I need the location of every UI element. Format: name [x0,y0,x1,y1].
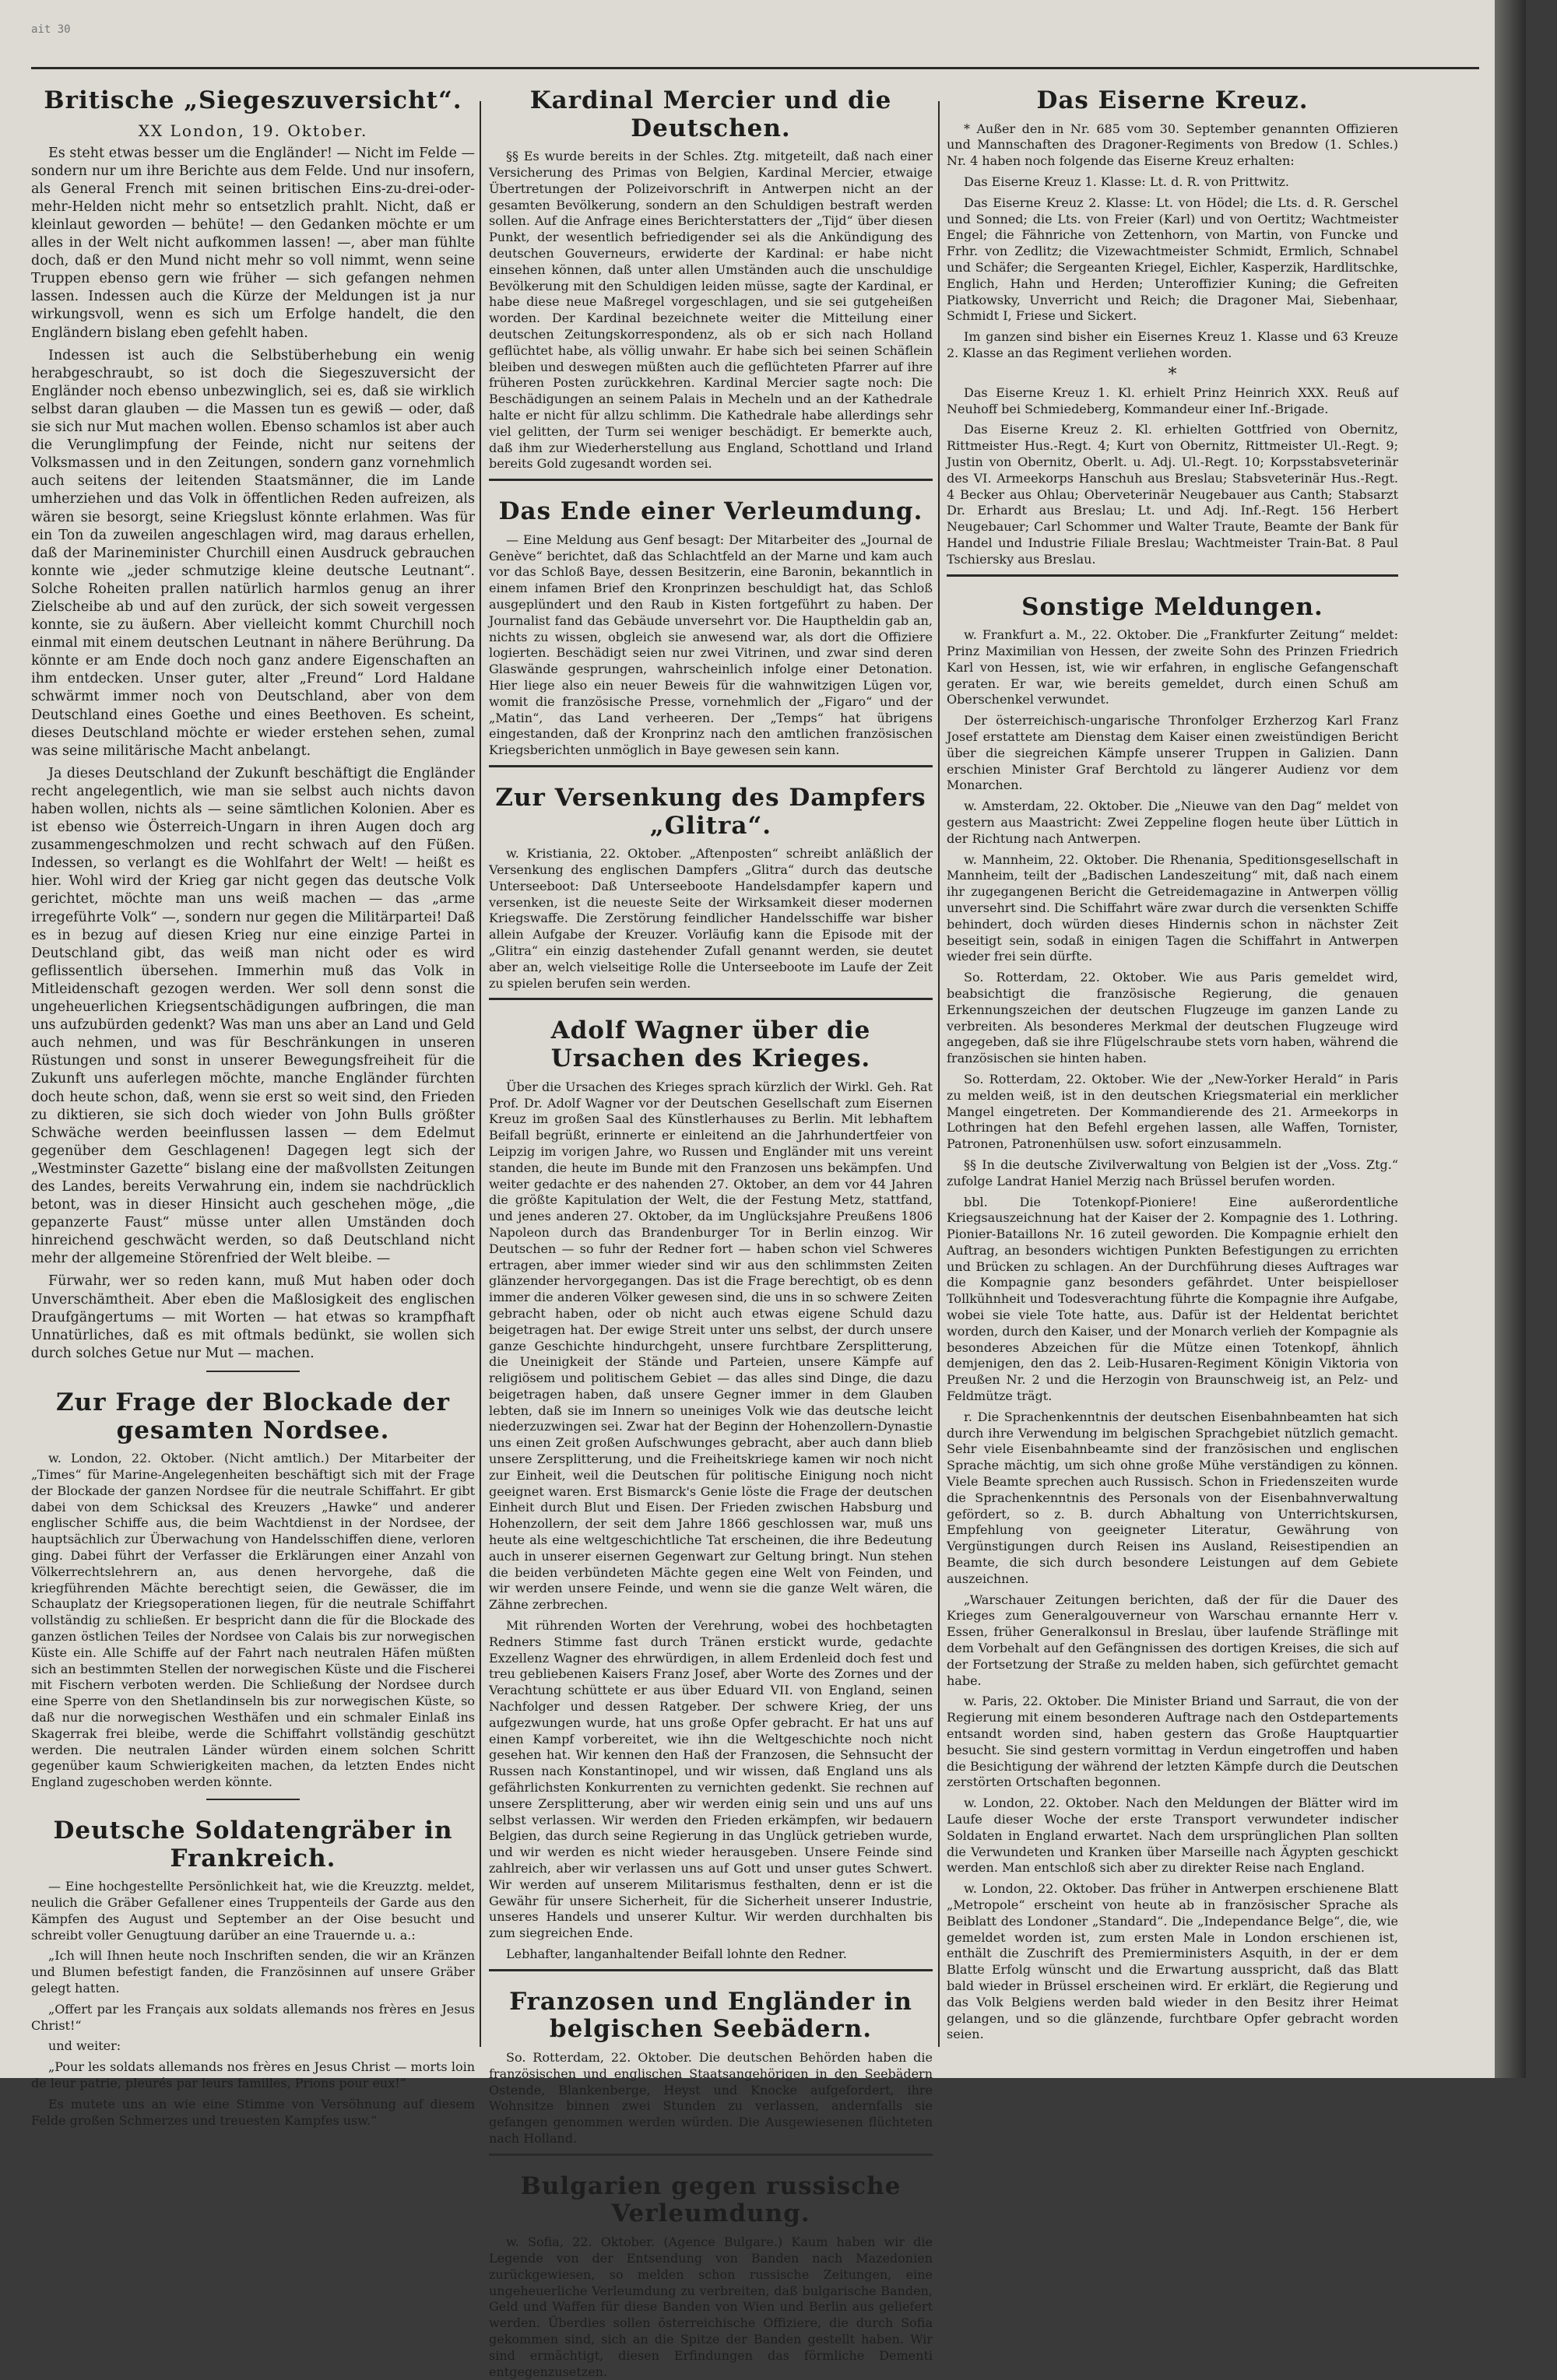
article-headline: Deutsche Soldatengräber in Frankreich. [53,1816,453,1873]
paragraph: Lebhafter, langanhaltender Beifall lohnte den Redner. [506,1946,847,1961]
paragraph: und weiter: [48,2038,121,2054]
section-star: * [1168,364,1177,384]
paragraph: Über die Ursachen des Krieges sprach kürzlich der Wirkl. Geh. Rat Prof. Dr. Adolf Wagner vor der Deutschen Gesellschaft zum Eisernen Kreuz im großen Saal des Künstlerhauses zu Berlin. Mit lebhaftem Beifall begrüßt, erinnerte er einleitend an die Jahrhundertfeier von Leipzig im vorigen Jahre, wo Russen und Engländer mit uns vereint standen, die heute im Bunde mit den Franzosen uns bekämpfen. Und weiter gedachte er des nahenden 27. Oktober, an dem vor 44 Jahren die größte Kapitulation der Welt, die der Festung Metz, stattfand, und jenes anderen 27. Oktober, da im Unglücksjahre Preußens 1806 Napoleon durch das Brandenburger Tor in Berlin einzog. Wir Deutschen — so fuhr der Redner fort — haben schon viel Schweres ertragen, aber immer wieder sind wir aus den schlimmsten Zeiten glänzender hervorgegangen. Das ist die Frage berechtigt, ob es denn immer die anderen Völker gewesen sind, die uns in so schwere Zeiten gebracht haben, oder ob nicht auch etwas eigene Schuld dazu beigetragen hat. Der ewige Streit unter uns selbst, der durch unsere ganze Geschichte hindurchgeht, unsere furchtbare Zersplitterung, die Uneinigkeit der Stände und Parteien, unsere Kämpfe auf religiösem und politischem Gebiet — das alles sind Dinge, die dazu beigetragen haben, daß unsere Gegner immer in dem Glauben lebten, daß sie im Innern so uneiniges Volk wie das deutsche leicht niederzuzwingen sei. Zwar hat der Beginn der Hohenzollern-Dynastie uns einen Zeit großen Aufschwunges gebracht, aber auch dann blieb unsere Zersplitterung, und die Freiheitskriege kamen wir noch nicht zur Einheit, weil die Deutschen für politische Einigung noch nicht geeignet waren. Erst Bismarck's Genie löste die Frage der deutschen Einheit durch Blut und Eisen. Der Frieden zwischen Habsburg und Hohenzollern, der seit dem Jahre 1866 geschlossen war, muß uns heute als eine weltgeschichtliche Tat erscheinen, die ihre Bedeutung auch in unserer eisernen Gegenwart zur Geltung bringt. Nun stehen die beiden verbündeten Mächte gegen eine Welt von Feinden, und wir werden unsere Feinde, und wenn sie die ganze Welt wären, die Zähne zerbrechen. [489,1079,933,1613]
column-3 [947,70,1398,2047]
paragraph: Mit rührenden Worten der Verehrung, wobei des hochbetagten Redners Stimme fast durch Tränen erstickt wurde, gedachte Exzellenz Wagner des ehrwürdigen, in allem Erdenleid doch fest und treu gebliebenen Kaisers Franz Josef, aber Worte des Zornes und der Verachtung schüttete er aus über Eduard VII. von England, seinen Nachfolger und dessen Ratgeber. Der schwere Krieg, der uns aufgezwungen wurde, hat uns große Opfer gebracht. Er hat uns auf einen Kampf vorbereitet, wie ihn die Weltgeschichte noch nicht gesehen hat. Wir kennen den Haß der Franzosen, die Sehnsucht der Russen nach Konstantinopel, und wir wissen, daß England uns als gefährlichsten Konkurrenten zu vernichten gedenkt. Sie rechnen auf unsere Zersplitterung, aber wir werden einig sein und uns auf uns selbst verlassen. Wir werden den Frieden erkämpfen, wir bedauern Belgien, das durch seine Regierung in das Unglück getrieben wurde, und wir werden es nicht wieder herausgeben. Unsere Feinde sind zahlreich, aber wir verlassen uns auf Gott und unser gutes Schwert. Wir werden auf unserem Militarismus festhalten, denn er ist die Gewähr für unsere Sicherheit, für die Sicherheit unserer Industrie, unseres Handels und unserer Kultur. Wir werden durchhalten bis zum siegreichen Ende. [489,1618,933,1941]
article-headline: Zur Frage der Blockade der gesamten Nordsee. [56,1388,450,1444]
paragraph: w. Sofia, 22. Oktober. (Agence Bulgare.) Kaum haben wir die Legende von der Entsendung von Banden nach Mazedonien zurückgewiesen, so melden schon russische Zeitungen, eine ungeheuerliche Verleumdung zu verbreiten, daß bulgarische Banden, Geld und Waffen für diese Banden von Wien und Berlin aus geliefert werden. Überdies sollen österreichische Offiziere, die durch Sofia gekommen sind, sich an die Spitze der Banden gestellt haben. Wir sind ermächtigt, diesen Erfindungen das förmliche Dementi entgegenzusetzen. [489,2234,933,2379]
article-headline: Adolf Wagner über die Ursachen des Krieges. [550,1016,871,1073]
separator [489,2154,933,2156]
paragraph: w. London, 22. Oktober. Nach den Meldungen der Blätter wird im Laufe dieser Woche der erste Transport verwundeter indischer Soldaten in England erwartet. Nach dem ursprünglichen Plan sollten die Verwundeten und Kranken über Marseille nach Ägypten geschickt werden. Man entschloß sich aber zu direkter Reise nach England. [947,1796,1398,1876]
paragraph: Das Eiserne Kreuz 2. Klasse: Lt. von Hödel; die Lts. d. R. Gerschel und Sonned; die Lts. von Freier (Karl) und von Oertitz; Wachtmeister Engel; die Fähnriche von Zettenhorn, von Martin, von Funcke und Frhr. von Zedlitz; die Vizewachtmeister Schmidt, Ermlich, Schnabel und Schäfer; die Sergeanten Kriegel, Eichler, Kasperzik, Hardlitschke, Englich, Hahn und Herden; Unteroffizier Kuning; die Gefreiten Piatkowsky, Unverricht und Reich; die Dragoner Mai, Siebenhaar, Schmidt I, Friese und Sickert. [947,195,1398,324]
article [947,87,1398,568]
column-rule-2 [938,101,940,2047]
article-headline: Bulgarien gegen russische Verleumdung. [520,2171,902,2228]
paragraph: w. London, 22. Oktober. Das früher in Antwerpen erschienene Blatt „Metropole“ erscheint von heute ab in französischer Sprache als Beiblatt des Londoner „Standard“. Die „Independance Belge“, die, wie gemeldet worden ist, zum ersten Male in London erschienen ist, enthält die Zuschrift des Premierministers Asquith, in der er dem Blatte Erfolg wünscht und die Erwartung ausspricht, daß das Blatt bald wieder in Brüssel erscheinen wird. Er erklärt, die Regierung und das Volk Belgiens werden bald wieder in den Besitz ihrer Heimat gelangen, und so die glänzende, furchtbare Opfer gebracht worden seien. [947,1881,1398,2042]
paragraph: w. Mannheim, 22. Oktober. Die Rhenania, Speditionsgesellschaft in Mannheim, teilt der „Badischen Landeszeitung“ mit, daß nach einem ihr zugegangenen Bericht die Getreidemagazine in Antwerpen völlig unversehrt sind. Die Schiffahrt wäre zwar durch die versenkten Schiffe behindert, doch würden dieses Hindernis schon in nächster Zeit beseitigt sein, sodaß in einigen Tagen die Schiffahrt in Antwerpen wieder frei sein dürfte. [947,851,1398,964]
paragraph: So. Rotterdam, 22. Oktober. Wie der „New-Yorker Herald“ in Paris zu melden weiß, ist in den deutschen Kriegsmaterial ein merklicher Mangel eingetreten. Der Kommandierende des 21. Armeekorps in Lothringen hat den Befehl ergehen lassen, alle Waffen, Tornister, Patronen, Patronenhülsen usw. sofort einzusammeln. [947,1071,1398,1152]
paragraph: bbl. Die Totenkopf-Pioniere! Eine außerordentliche Kriegsauszeichnung hat der Kaiser der 2. Kompagnie des 1. Lothring. Pionier-Bataillons Nr. 16 zuteil geworden. Die Kompagnie erhielt den Auftrag, an besonders wichtigen Punkten Befestigungen zu errichten und Brücken zu schlagen. An der Durchführung dieses Auftrages war die Kompagnie ganz besonders gefährdet. Unter beispielloser Tollkühnheit und Todesverachtung führte die Kompagnie ihre Aufgabe, wobei sie viele Tote hatte, aus. Dafür ist der Heldentat berichtet worden, durch den Kaiser, und der Monarch verlieh der Kompagnie als besonderes Abzeichen für die Mütze einen Totenkopf, ähnlich demjenigen, den das 2. Leib-Husaren-Regiment Königin Viktoria von Preußen Nr. 2 und die Herzogin von Braunschweig ist, an Pelz- und Feldmütze trägt. [947,1194,1398,1404]
paragraph: Das Eiserne Kreuz 1. Kl. erhielt Prinz Heinrich XXX. Reuß auf Neuhoff bei Schmiedeberg, Kommandeur einer Inf.-Brigade. [947,384,1398,416]
article [489,1017,933,1962]
paragraph: Ja dieses Deutschland der Zukunft beschäftigt die Engländer recht angelegentlich, wie man sie selbst auch nichts davon haben wollen, nichts als — seine sämtlichen Kolonien. Aber es ist ebenso wie Österreich-Ungarn in ihren Augen doch arg zusammengeschmolzen und recht schwach auf den Füßen. Indessen, so verlangt es die Wohlfahrt der Welt! — heißt es hier. Wohl wird der Krieg gar nicht gegen das deutsche Volk gerichtet, möchte man uns weiß machen — das „arme irregeführte Volk“ —, sondern nur gegen die Militärpartei! Daß es in bezug auf diesen Krieg nur eine einzige Partei in Deutschland gibt, das weiß man nicht oder es wird geflissentlich übersehen. Immerhin muß das Volk in Mitleidenschaft gezogen werden. Wer soll denn sonst die ungeheuerlichen Kriegsentschädigungen aufbringen, die man uns aufzubürden gedenkt? Was man uns aber an Land und Geld auch nehmen, und was für Beschränkungen in unseren Rüstungen und sonst in unserer Bewegungsfreiheit für die Zukunft uns auferlegen möchte, manche Engländer fürchten doch heute schon, daß, wenn sie erst so weit sind, den Frieden zu diktieren, sie sich doch wieder von John Bulls größter Schwäche werden beeinflussen lassen — dem Edelmut gegenüber dem Geschlagenen! Dagegen legt sich der „Westminster Gazette“ bislang eine der maßvollsten Zeitungen des Landes, bereits Verwahrung ein, indem sie nachdrücklich betont, was in dieser Hinsicht auch geschehen möge, „die gepanzerte Faust“ müsse unter allen Umständen doch hinreichend geschwächt werden, so daß Deutschland nicht mehr der allgemeine Störenfried der Welt bleibe. — [31,765,475,1267]
paragraph: w. Frankfurt a. M., 22. Oktober. Die „Frankfurter Zeitung“ meldet: Prinz Maximilian von Hessen, der zweite Sohn des Prinzen Friedrich Karl von Hessen, ist, wie wir erfahren, in englische Gefangenschaft geraten. Er war, wie bereits gemeldet, durch einen Schuß am Oberschenkel verwundet. [947,627,1398,707]
article [489,87,933,472]
paragraph: w. Amsterdam, 22. Oktober. Die „Nieuwe van den Dag“ meldet von gestern aus Maastricht: Zwei Zeppeline flogen heute über Lüttich in der Richtung nach Antwerpen. [947,799,1398,846]
separator [206,1799,300,1800]
paragraph: r. Die Sprachenkenntnis der deutschen Eisenbahnbeamten hat sich durch ihre Verwendung im belgischen Sprachgebiet nützlich gemacht. Sehr viele Eisenbahnbeamte sind der französischen und englischen Sprache mächtig, um sich ohne große Mühe verständigen zu können. Viele Beamte sprechen auch Russisch. Schon in Friedenszeiten wurde die Sprachenkenntnis des Personals von der Eisenbahnverwaltung gefördert, so z. B. durch Abhaltung von Unterrichtskursen, Empfehlung von geeigneter Literatur, Gewährung von Vergünstigungen durch Reisen ins Ausland, Reisestipendien an Beamte, die sich durch besondere Leistungen auf dem Gebiete auszeichnen. [947,1409,1398,1586]
paragraph: Das Eiserne Kreuz 2. Kl. erhielten Gottfried von Obernitz, Rittmeister Hus.-Regt. 4; Kurt von Obernitz, Rittmeister Ul.-Regt. 9; Justin von Obernitz, Oberlt. u. Adj. Ul.-Regt. 10; Korpsstabsveterinär des VI. Armeekorps Hanschuh aus Breslau; Stabsveterinär Hus.-Regt. 4 Becker aus Ohlau; Oberveterinär Neugebauer aus Canth; Stabsarzt Dr. Erhardt aus Breslau; Lt. und Adj. Inf.-Regt. 156 Herbert Neugebauer; Carl Schommer und Walter Traute, Beamte der Bank für Handel und Industrie Filiale Breslau; Wachtmeister Train-Bat. 8 Paul Tschiersky aus Breslau. [947,422,1398,567]
article-headline: Kardinal Mercier und die Deutschen. [529,86,892,142]
separator [947,574,1398,577]
paragraph: „Offert par les Français aux soldats allemands nos frères en Jesus Christ!“ [31,2001,475,2033]
paragraph: w. London, 22. Oktober. (Nicht amtlich.) Der Mitarbeiter der „Times“ für Marine-Angelegenheiten beschäftigt sich mit der Frage der Blockade der ganzen Nordsee für die neutrale Schiffahrt. Er gibt dabei von dem Schicksal des Kreuzers „Hawke“ und anderer englischer Schiffe aus, die beim Wachtdienst in der Nordsee, der hauptsächlich zur Überwachung von Handelsschiffen diene, verloren ging. Dabei führt der Verfasser die Erklärungen einer Anzahl von Völkerrechtslehrern an, aus denen hervorgehe, daß die kriegführenden Mächte berechtigt seien, die Gewässer, die im Schauplatz der Kriegsoperationen liegen, für die neutrale Schiffahrt vollständig zu schließen. Er bespricht dann die für die Blockade des ganzen östlichen Teiles der Nordsee von Calais bis zur norwegischen Küste ein. Alle Schiffe auf der Fahrt nach neutralen Häfen müßten sich an bestimmten Stellen der norwegischen Küste und die Fischerei mit Fischern verboten werden. Die Schließung der Nordsee durch eine Sperre von den Shetlandinseln bis zur norwegischen Küste, so daß nur die norwegischen Westhäfen und ein schmaler Einlaß ins Skagerrak frei bleibe, werde die Schiffahrt vollständig geschützt werden. Die neutralen Länder würden einem solchen Schritt gegenüber kaum Schwierigkeiten machen, da letzten Endes nicht England zugeschoben werden könnte. [31,1451,475,1790]
paragraph: Im ganzen sind bisher ein Eisernes Kreuz 1. Klasse und 63 Kreuze 2. Klasse an das Regiment verliehen worden. [947,329,1398,360]
paragraph: „Pour les soldats allemands nos frères en Jesus Christ — morts loin de leur patrie, pleurés par leurs familles, Prions pour eux!“ [31,2059,475,2090]
article [489,2173,933,2380]
article-headline: Franzosen und Engländer in belgischen Seebädern. [509,1987,912,2044]
column-2 [489,70,933,2379]
article [31,1389,475,1791]
header-mark: ait 30 [31,23,71,36]
paragraph: So. Rotterdam, 22. Oktober. Wie aus Paris gemeldet wird, beabsichtigt die französische Regierung, die genauen Erkennungszeichen der deutschen Flugzeuge im ganzen Lande zu verbreiten. Als besonderes Merkmal der deutschen Flugzeuge wird angegeben, daß sie ihre Flügelschraube stets vorn haben, während die französischen sie hinten haben. [947,970,1398,1066]
article-headline: Das Eiserne Kreuz. [1036,86,1309,114]
paragraph: „Ich will Ihnen heute noch Inschriften senden, die wir an Kränzen und Blumen befestigt fanden, die Französinnen auf unsere Gräber gelegt hatten. [31,1948,475,1996]
article-headline: Sonstige Meldungen. [1021,592,1323,621]
article [489,498,933,759]
article-headline: Das Ende einer Verleumdung. [498,497,923,526]
paragraph: — Eine Meldung aus Genf besagt: Der Mitarbeiter des „Journal de Genève“ berichtet, daß das Schlachtfeld an der Marne und kam auch vor das Schloß Baye, dessen Besitzerin, eine Baronin, bekanntlich in einem infamen Brief den Kronprinzen beschuldigt hat, das Schloß ausgeplündert und den Raub in Kisten fortgeführt zu haben. Der Journalist fand das Gebäude unversehrt vor. Die Hauptheldin gab an, nichts zu wissen, obgleich sie anwesend war, als dort die Offiziere logierten. Beschädigt seien nur zwei Vitrinen, und zwar sind deren Glaswände gesprungen, wahrscheinlich infolge einer Detonation. Hier liege also ein neuer Beweis für die wahnwitzigen Lügen vor, womit die französische Presse, vornehmlich der „Figaro“ und der „Matin“, das Land verheeren. Der „Temps“ hat übrigens eingestanden, daß der Kronprinz nach den amtlichen französischen Kriegsberichten unmöglich in Baye gewesen sein kann. [489,532,933,758]
separator [489,479,933,481]
paragraph: „Warschauer Zeitungen berichten, daß der für die Dauer des Krieges zum Generalgouverneur von Warschau ernannte Herr v. Essen, früher Generalkonsul in Breslau, über laufende Sträflinge mit dem Vorbehalt auf den Gefängnissen des dortigen Kreises, die sich auf der Fortsetzung der Straße zu melden haben, sich gefürchtet gemacht habe. [947,1592,1398,1688]
paragraph: Es steht etwas besser um die Engländer! — Nicht im Felde — sondern nur um ihre Berichte aus dem Felde. Und nur insofern, als General French mit seinen britischen Eins-zu-drei-oder-mehr-Helden nicht mehr so entsetzlich prahlt. Nicht, daß er kleinlaut geworden — behüte! — den Gedanken möchte er um alles in der Welt nicht aufkommen lassen! —, aber man fühlte doch, daß er den Mund nicht mehr so voll nimmt, wenn seine Truppen ebenso gern wie früher — sich gefangen nehmen lassen. Indessen auch die Kürze der Meldungen ist ja nur wirkungsvoll, wenn es sich um Erfolge handelt, die den Engländern bislang eben gefehlt haben. [31,145,475,341]
separator [206,1371,300,1372]
paragraph: Indessen ist auch die Selbstüberhebung ein wenig herabgeschraubt, so ist doch die Siegeszuversicht der Engländer noch ebenso unbezwinglich, sei es, daß sie wirklich selbst daran glauben — die Massen tun es gewiß — oder, daß sie sich nur Mut machen wollen. Ebenso schamlos ist aber auch die Verunglimpfung der Feinde, nicht nur seitens der Volksmassen und in den Zeitungen, sondern ganz vornehmlich auch seitens der leitenden Staatsmänner, die im Lande umherziehen und das Volk in öffentlichen Reden aufreizen, als wären sie besorgt, seine Kriegslust könnte erlahmen. Was für ein Ton da zuweilen angeschlagen wird, mag daraus erhellen, daß der Marineminister Churchill einen Ausdruck gebrauchen konnte wie „jeder schmutzige kleine deutsche Leutnant“. Solche Roheiten prallen natürlich harmlos genug an ihrer Zielscheibe ab und auf den zurück, der sich soweit vergessen konnte, sie zu äußern. Aber vielleicht kommt Churchill noch einmal mit einem deutschen Leutnant in nähere Berührung. Da könnte er am Ende doch noch ganz andere Eigenschaften an ihm entdecken. Unser guter, alter „Freund“ Lord Haldane schwärmt immer noch von Deutschland, aber von dem Deutschland eines Goethe und eines Beethoven. Es scheint, dieses Deutschland möchte er wieder erstehen sehen, zumal was seine militärische Macht anbelangt. [31,347,475,759]
page-binding [1495,0,1526,2078]
paragraph: §§ Es wurde bereits in der Schles. Ztg. mitgeteilt, daß nach einer Versicherung des Primas von Belgien, Kardinal Mercier, etwaige Übertretungen der Polizeivorschrift in Antwerpen nicht an der gesamten Bevölkerung, sondern an den Schuldigen bestraft werden sollen. Auf die Anfrage eines Berichterstatters der „Tijd“ über diesen Punkt, der wesentlich befriedigender sei als die Ankündigung des deutschen Gouverneurs, erwiderte der Kardinal: er habe nicht einsehen können, daß unter allen Umständen auch die unschuldige Bevölkerung mit den Schuldigen leiden müsse, sagte der Kardinal, er habe diese neue Maßregel vorgeschlagen, und sie sei gutgeheißen worden. Der Kardinal bezeichnete weiter die Mitteilung einer deutschen Zeitungskorrespondenz, als ob er sich nach Holland geflüchtet habe, als völlig unwahr. Er habe sich bei seinen Schäflein bleiben und deswegen müßten auch die geflüchteten Pfarrer auf ihre früheren Posten zurückkehren. Kardinal Mercier sagte noch: Die Beschädigungen an seinem Palais in Mecheln und an der Kathedrale halte er nicht für allzu schlimm. Die Kathedrale habe allerdings sehr viel gelitten, der Turm sei weniger beschädigt. Er bemerkte auch, daß ihm zur Wiederherstellung aus England, Schottland und Irland bereits Gold zugesandt worden sei. [489,149,933,472]
paragraph: * Außer den in Nr. 685 vom 30. September genannten Offizieren und Mannschaften des Dragoner-Regiments von Bredow (1. Schles.) Nr. 4 haben noch folgende das Eiserne Kreuz erhalten: [947,121,1398,169]
paragraph: Der österreichisch-ungarische Thronfolger Erzherzog Karl Franz Josef erstattete am Dienstag dem Kaiser einen zweistündigen Bericht über die siegreichen Kämpfe unserer Truppen in Galizien. Dann erschien Minister Graf Berchtold zu längerer Audienz vor dem Monarchen. [947,713,1398,793]
article-dateline: XX London, 19. Oktober. [138,121,368,140]
separator [489,998,933,1000]
separator [489,765,933,767]
paragraph: — Eine hochgestellte Persönlichkeit hat, wie die Kreuzztg. meldet, neulich die Gräber Gefallener eines Truppenteils der Garde aus den Kämpfen des August und September an der Oise besucht und schreibt voller Genugtuung darüber an eine Trauernde u. a.: [31,1879,475,1943]
article-headline: Zur Versenkung des Dampfers „Glitra“. [495,784,926,840]
paragraph: w. Paris, 22. Oktober. Die Minister Briand und Sarraut, die von der Regierung mit einem besonderen Auftrage nach den Ostdepartements entsandt worden sind, haben gestern das Große Hauptquartier besucht. Sie sind gestern vormittag in Verdun eingetroffen und haben die Besichtigung der während der letzten Kämpfe durch die Deutschen zerstörten Ortschaften begonnen. [947,1694,1398,1790]
paragraph: §§ In die deutsche Zivilverwaltung von Belgien ist der „Voss. Ztg.“ zufolge Landrat Haniel Merzig nach Brüssel berufen worden. [947,1157,1398,1188]
paragraph: Das Eiserne Kreuz 1. Klasse: Lt. d. R. von Prittwitz. [964,174,1289,190]
top-rule [31,67,1479,69]
separator [489,1969,933,1971]
article [947,594,1398,2044]
article [489,785,933,992]
article [31,87,475,1363]
article [489,1989,933,2147]
article [31,1817,475,2129]
paragraph: So. Rotterdam, 22. Oktober. Die deutschen Behörden haben die französischen und englischen Staatsangehörigen in den Seebädern Ostende, Blankenberge, Heyst und Knocke aufgefordert, ihre Wohnsitze binnen zwei Stunden zu verlassen, andernfalls sie gefangen genommen werden würden. Die Ausgewiesenen flüchteten nach Holland. [489,2050,933,2147]
column-1 [31,70,475,2128]
column-rule-1 [480,101,481,2047]
paragraph: Fürwahr, wer so reden kann, muß Mut haben oder doch Unverschämtheit. Aber eben die Maßlosigkeit des englischen Draufgängertums — mit Worten — hat etwas so krampfhaft Unnatürliches, daß es mit oftmals bedünkt, sie wollen sich durch solches Getue nur Mut — machen. [31,1273,475,1361]
paragraph: Es mutete uns an wie eine Stimme von Versöhnung auf diesem Felde großen Schmerzes und treuesten Kampfes usw.“ [31,2096,475,2128]
article-headline: Britische „Siegeszuversicht“. [44,86,462,114]
paragraph: w. Kristiania, 22. Oktober. „Aftenposten“ schreibt anläßlich der Versenkung des englischen Dampfers „Glitra“ durch das deutsche Unterseeboot: Daß Unterseeboote Handelsdampfer kapern und versenken, ist die neueste Seite der Wirksamkeit dieser modernen Kriegswaffe. Die Zerstörung feindlicher Handelsschiffe war bisher allein Aufgabe der Kreuzer. Vorläufig kann die Episode mit der „Glitra“ ein einzig dastehender Zufall genannt werden, sie deutet aber an, welch vielseitige Rolle die Unterseeboote im Laufe der Zeit zu spielen berufen sein werden. [489,846,933,991]
